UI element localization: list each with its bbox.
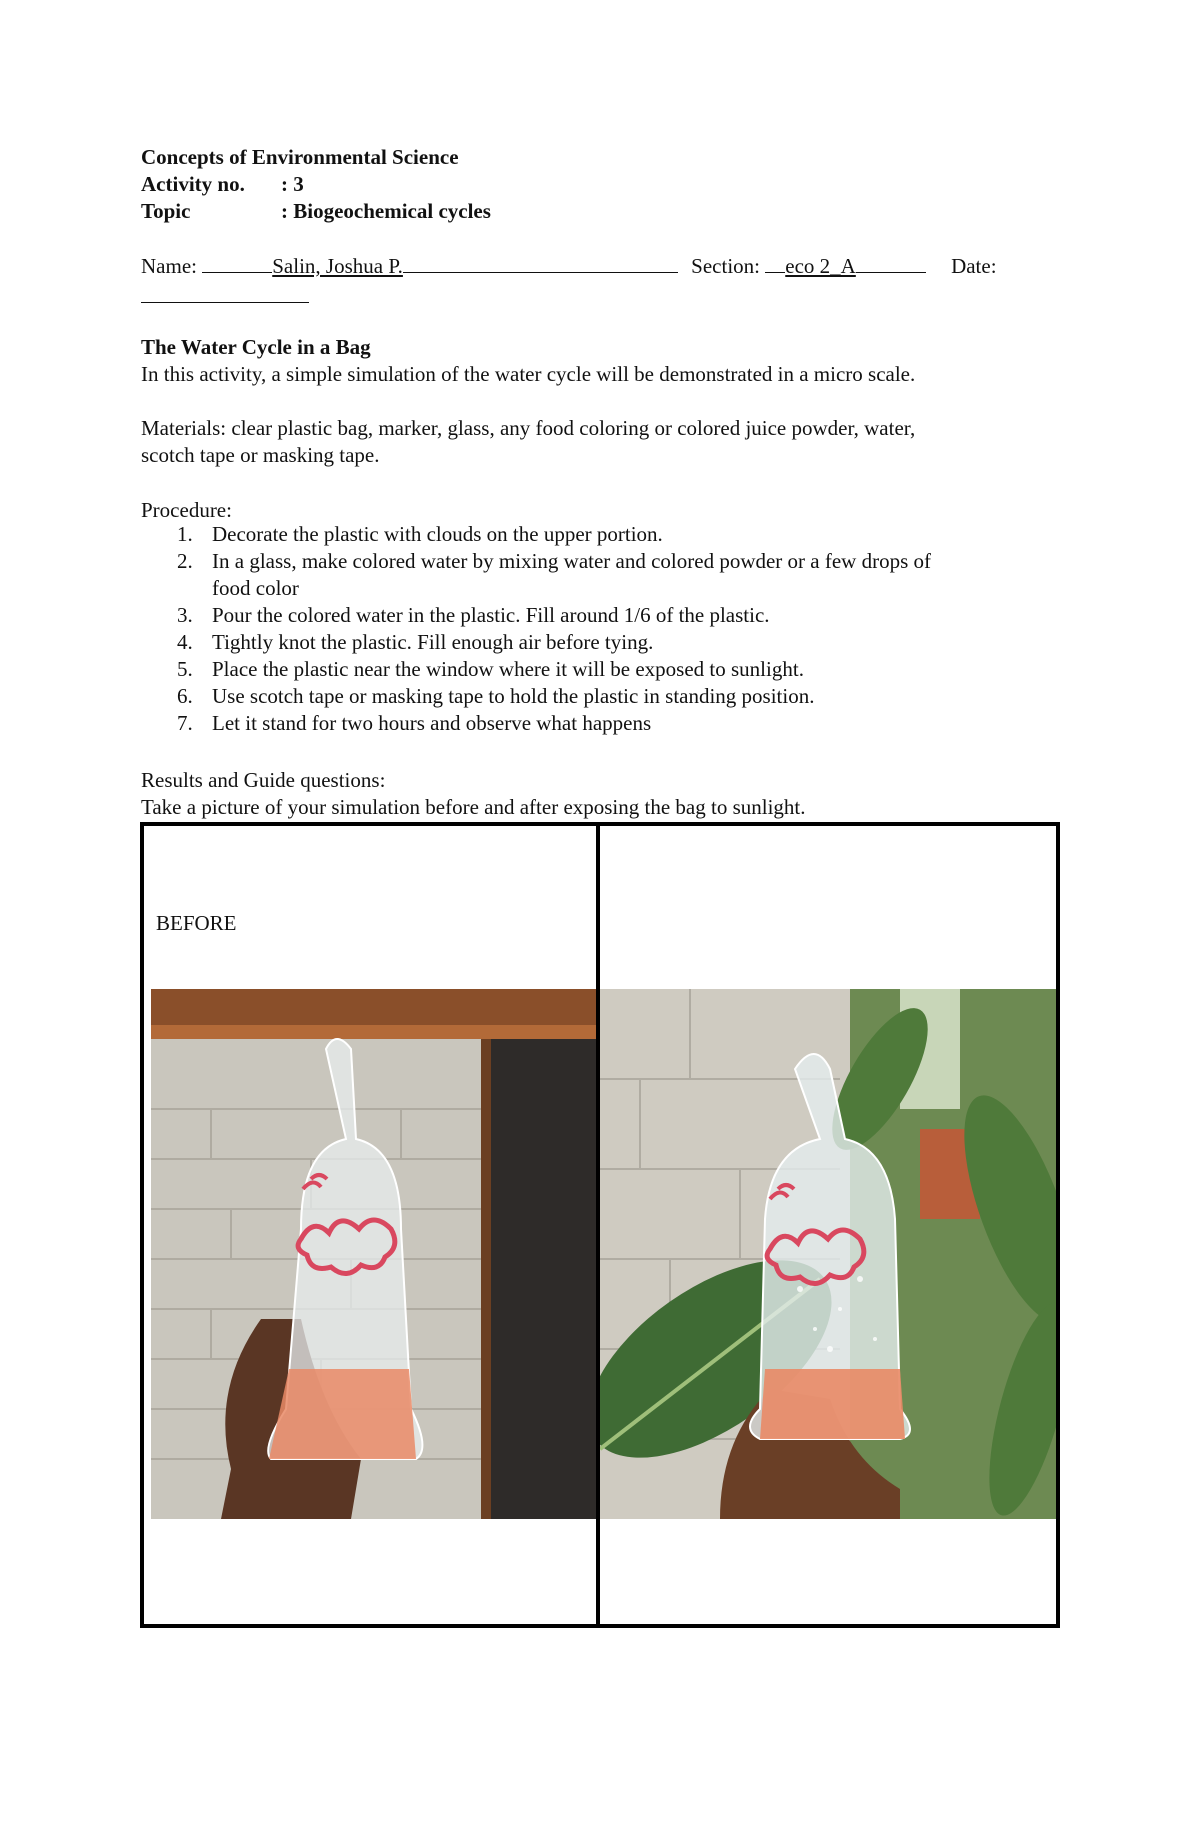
section-blank-right — [856, 252, 926, 273]
before-photo — [151, 989, 596, 1519]
name-blank-right — [403, 252, 678, 273]
section-value: eco 2_A — [785, 254, 856, 278]
section-label: Section: — [691, 254, 760, 278]
name-label: Name: — [141, 254, 197, 278]
date-label: Date: — [951, 254, 997, 278]
procedure-list — [141, 521, 1041, 737]
procedure-step: 3. Pour the colored water in the plastic. Fill around 1/6 of the plastic. — [177, 603, 770, 627]
activity-intro: In this activity, a simple simulation of the water cycle will be demonstrated in a micro scale. — [141, 362, 916, 386]
topic-row — [141, 198, 491, 225]
materials-line-1: Materials: clear plastic bag, marker, glass, any food coloring or colored juice powder, water, — [141, 416, 916, 440]
results-label: Results and Guide questions: — [141, 768, 386, 792]
results-table — [140, 822, 1060, 1628]
procedure-step: 7. Let it stand for two hours and observe what happens — [177, 711, 652, 735]
student-info-row — [141, 252, 997, 280]
results-instruction: Take a picture of your simulation before and after exposing the bag to sunlight. — [141, 795, 806, 819]
procedure-step: 5. Place the plastic near the window where it will be exposed to sunlight. — [177, 657, 804, 681]
procedure-step: 4. Tightly knot the plastic. Fill enough air before tying. — [177, 630, 654, 654]
activity-row — [141, 171, 304, 198]
after-photo — [600, 989, 1056, 1519]
course-title: Concepts of Environmental Science — [141, 145, 459, 169]
topic-value: : Biogeochemical cycles — [281, 199, 491, 223]
before-label: BEFORE — [156, 911, 237, 935]
date-blank — [141, 302, 309, 303]
topic-label: Topic — [141, 199, 191, 223]
procedure-step: 6. Use scotch tape or masking tape to hold the plastic in standing position. — [177, 684, 815, 708]
activity-title: The Water Cycle in a Bag — [141, 335, 371, 359]
procedure-step: 1. Decorate the plastic with clouds on the upper portion. — [177, 522, 663, 546]
activity-value: : 3 — [281, 172, 304, 196]
materials-line-2: scotch tape or masking tape. — [141, 443, 380, 467]
procedure-label: Procedure: — [141, 498, 232, 522]
section-blank-left — [765, 252, 785, 273]
name-value: Salin, Joshua P. — [272, 254, 403, 278]
activity-label: Activity no. — [141, 172, 245, 196]
procedure-step: 2. In a glass, make colored water by mixing water and colored powder or a few drops of food color — [177, 549, 932, 600]
name-blank-left — [202, 252, 272, 273]
